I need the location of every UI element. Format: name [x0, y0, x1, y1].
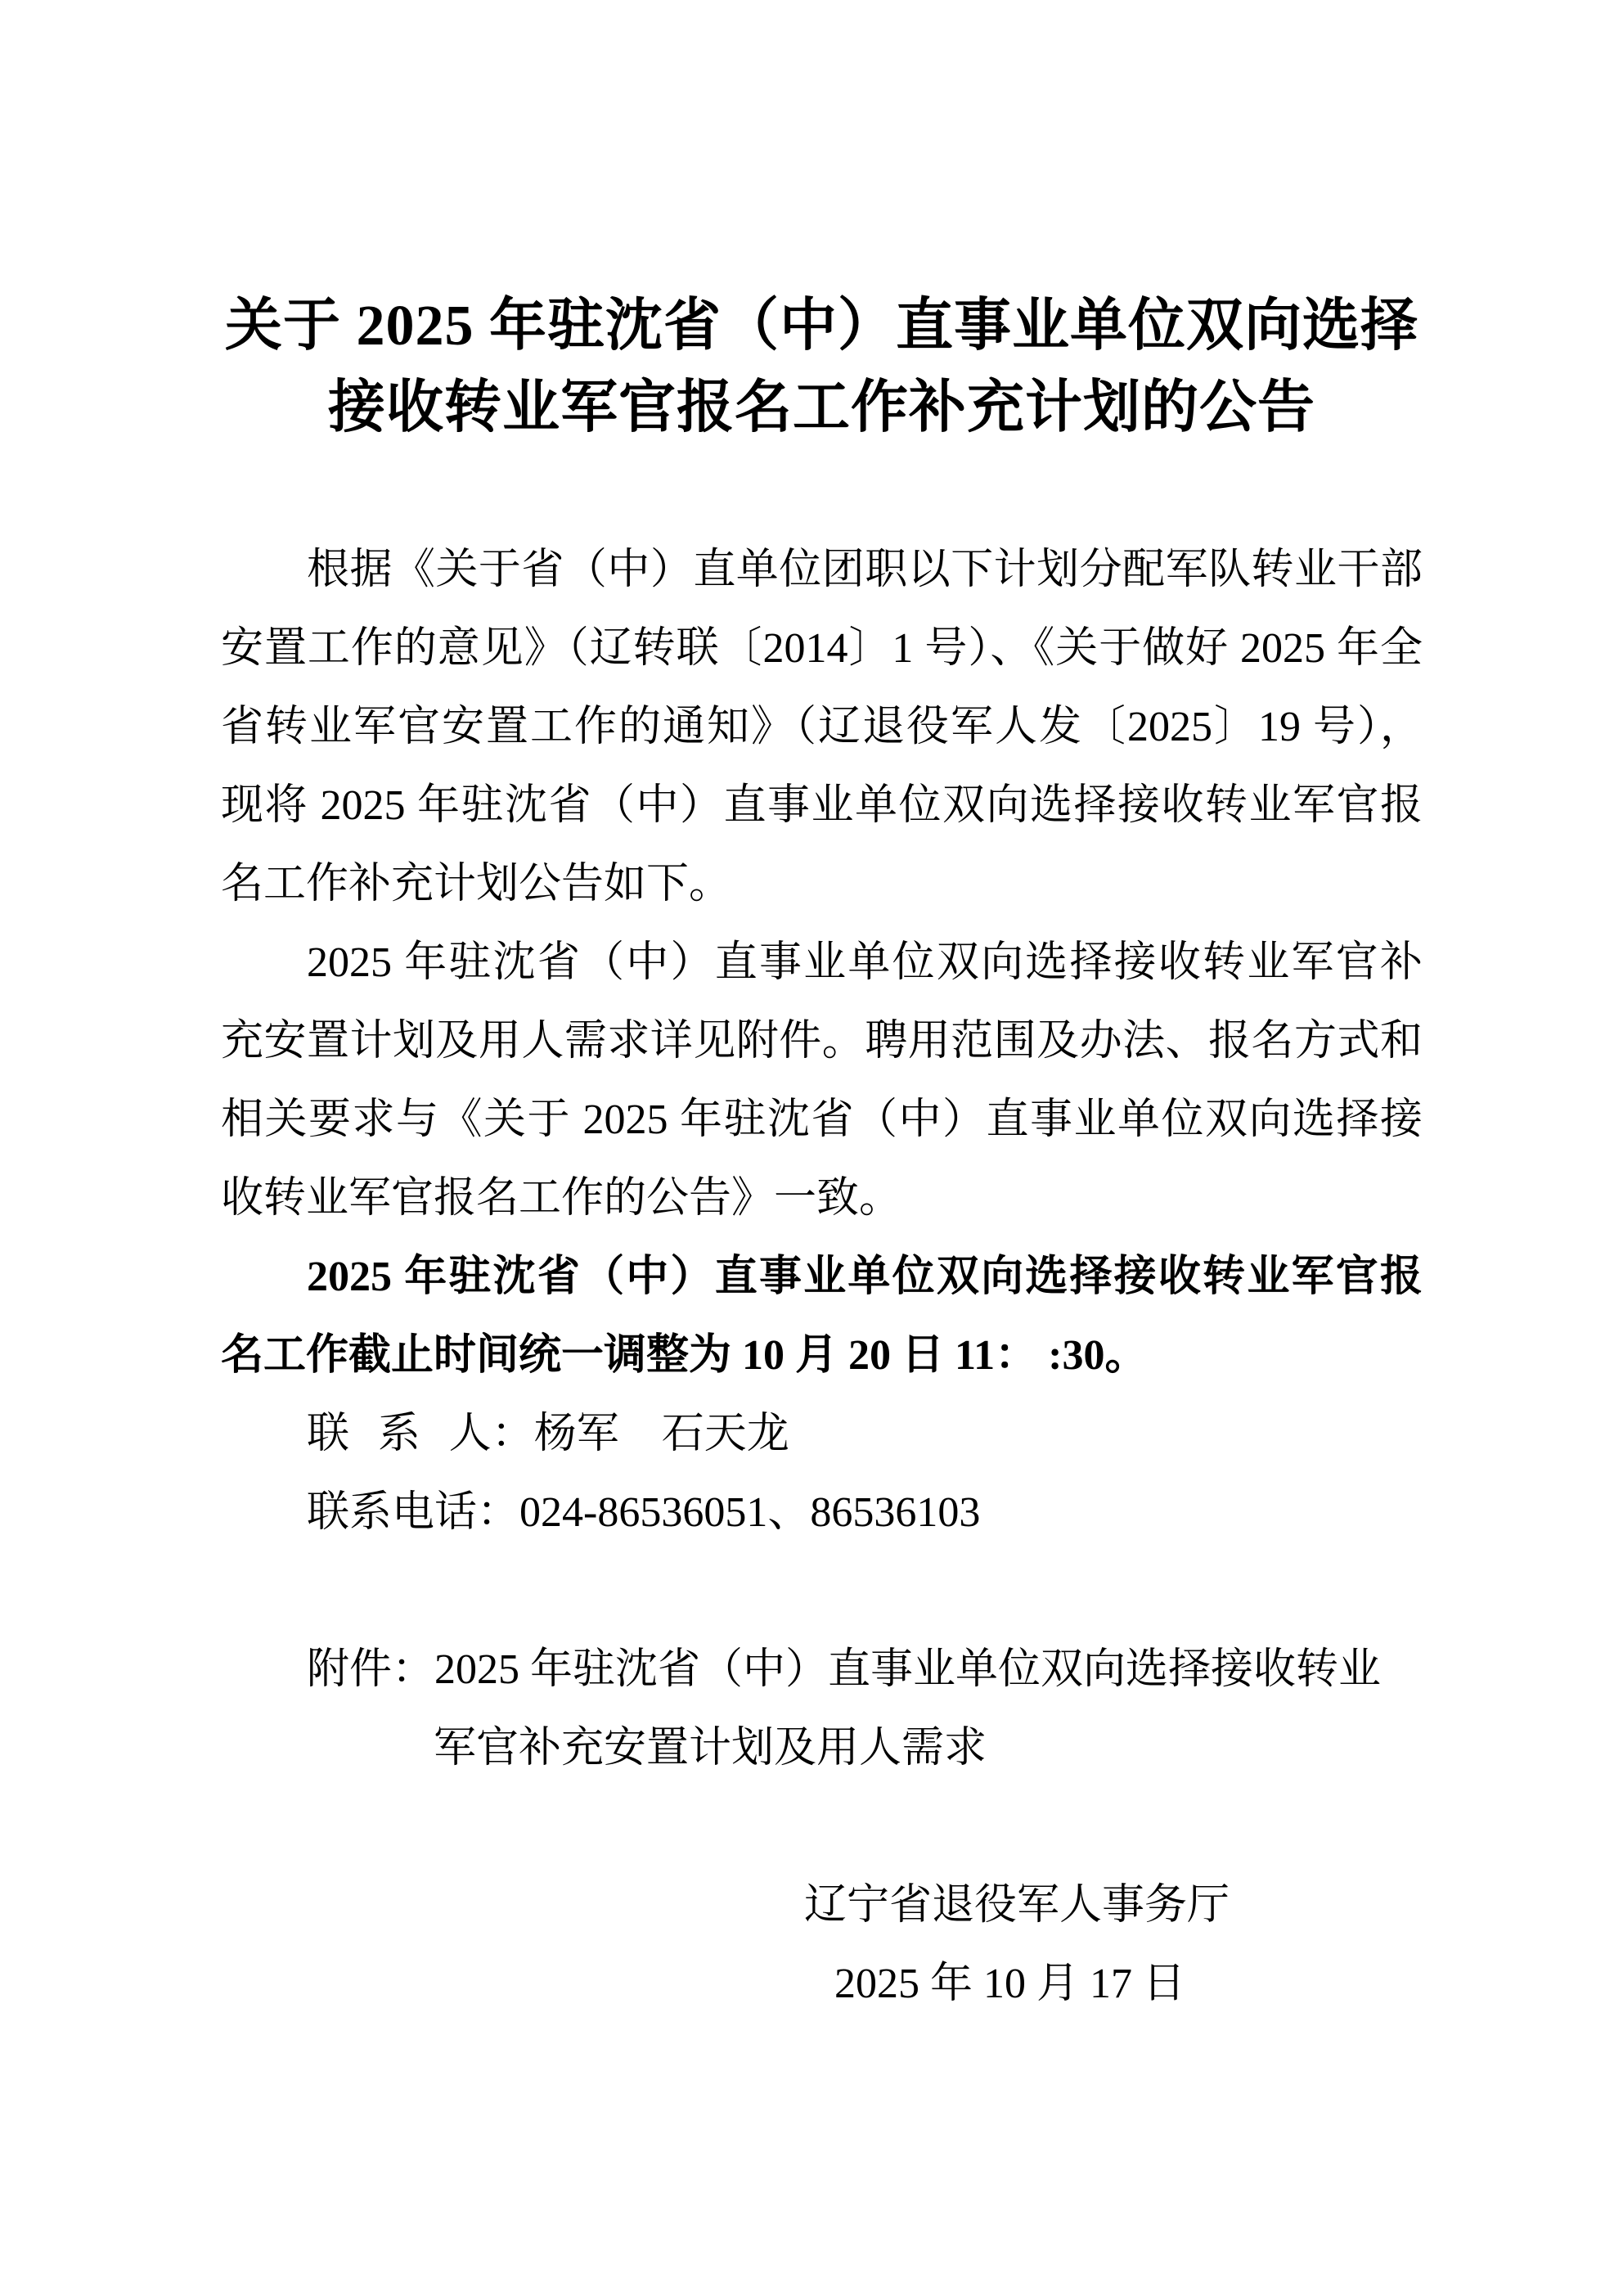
attachment-line-2: 军官补充安置计划及用人需求: [434, 1725, 987, 1772]
title-line-2: 接收转业军官报名工作补充计划的公告: [328, 376, 1315, 439]
paragraph-2-line-3: 相关要求与《关于 2025 年驻沈省（中）直事业单位双向选择接: [221, 1096, 1423, 1143]
paragraph-1-line-4: 现将 2025 年驻沈省（中）直事业单位双向选择接收转业军官报: [221, 782, 1423, 829]
paragraph-2-line-1: 2025 年驻沈省（中）直事业单位双向选择接收转业军官补: [307, 939, 1423, 986]
contact-phone-line: 联系电话：024-86536051、86536103: [307, 1489, 981, 1536]
deadline-paragraph-line-2: 名工作截止时间统一调整为 10 月 20 日 11： :30。: [221, 1332, 1148, 1379]
attachment-line-1: 附件：2025 年驻沈省（中）直事业单位双向选择接收转业: [307, 1646, 1382, 1693]
paragraph-1-line-3: 省转业军官安置工作的通知》（辽退役军人发〔2025〕19 号），: [221, 704, 1423, 750]
paragraph-1-line-5: 名工作补充计划公告如下。: [221, 861, 732, 907]
contact-person-names: ：杨军 石天龙: [491, 1411, 789, 1457]
paragraph-2-line-2: 充安置计划及用人需求详见附件。聘用范围及办法、报名方式和: [221, 1018, 1423, 1065]
signature-date: 2025 年 10 月 17 日: [834, 1961, 1185, 2007]
deadline-paragraph-line-1: 2025 年驻沈省（中）直事业单位双向选择接收转业军官报: [307, 1254, 1423, 1300]
paragraph-1-line-2: 安置工作的意见》（辽转联〔2014〕1 号）、《关于做好 2025 年全: [221, 625, 1423, 672]
paragraph-1-line-1: 根据《关于省（中）直单位团职以下计划分配军队转业干部: [307, 547, 1423, 593]
signature-organization: 辽宁省退役军人事务厅: [803, 1882, 1230, 1929]
document-title: [221, 286, 1423, 449]
document-body: [221, 531, 1423, 2024]
title-line-1: 关于 2025 年驻沈省（中）直事业单位双向选择: [225, 295, 1418, 358]
contact-person-line: [221, 1395, 1423, 1474]
spacer-line: [221, 1552, 1423, 1631]
spacer-line: [221, 1788, 1423, 1866]
contact-person-label: 联系人: [307, 1411, 520, 1457]
paragraph-2-line-4: 收转业军官报名工作的公告》一致。: [221, 1175, 902, 1222]
